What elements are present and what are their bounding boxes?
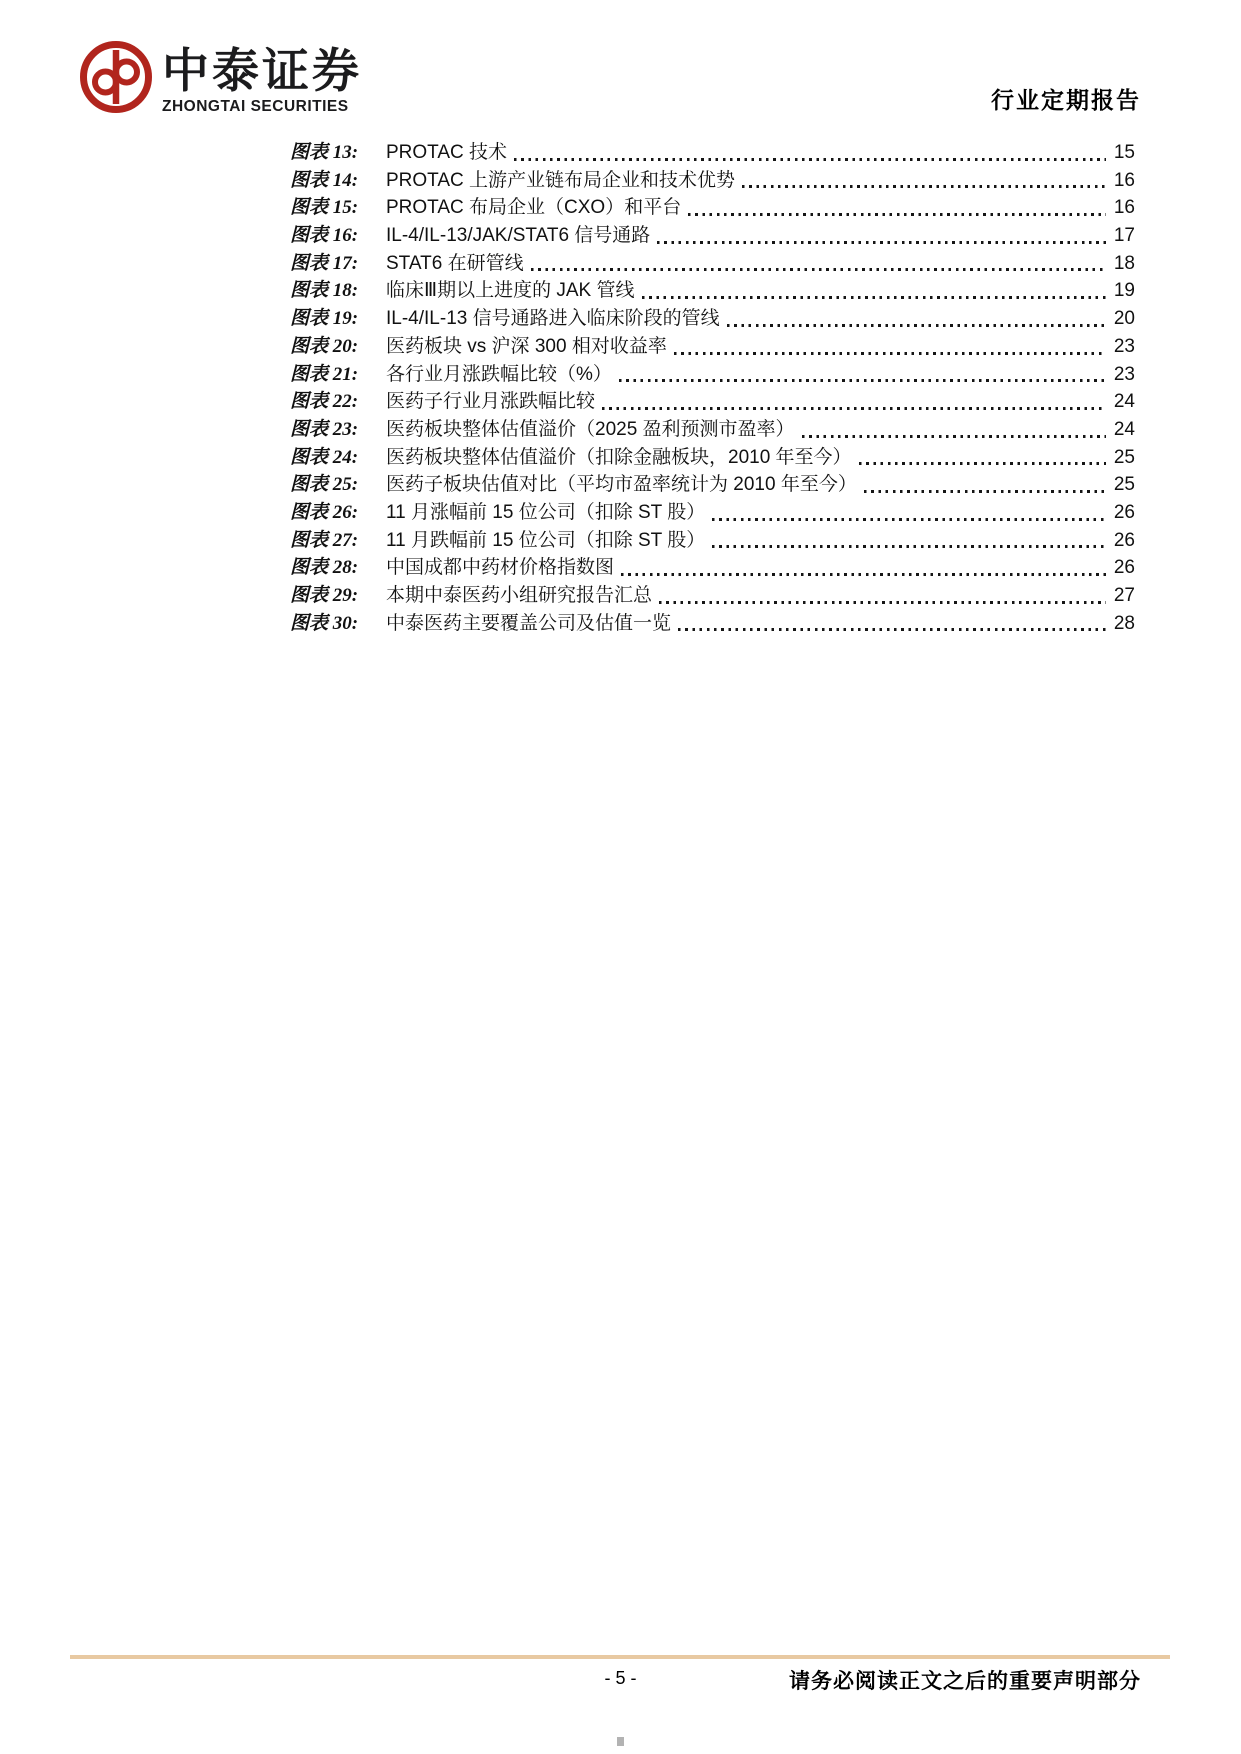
toc-entry-page-number: 18: [1113, 252, 1135, 274]
toc-entry-title: 医药子行业月涨跌幅比较: [386, 391, 596, 413]
toc-entry[interactable]: [290, 165, 1135, 193]
toc-entry-title: PROTAC 上游产业链布局企业和技术优势: [386, 169, 736, 191]
toc-entry[interactable]: [290, 275, 1135, 303]
toc-entry[interactable]: [290, 525, 1135, 553]
brand-name-cn: 中泰证券: [162, 44, 362, 97]
toc-dot-leader: [727, 324, 1106, 327]
toc-dot-leader: [642, 296, 1106, 299]
toc-entry-page-number: 19: [1113, 280, 1135, 302]
toc-entry-page-number: 17: [1113, 225, 1135, 247]
toc-entry[interactable]: [290, 386, 1135, 414]
toc-entry-title: 医药子板块估值对比（平均市盈率统计为 2010 年至今）: [386, 474, 857, 496]
toc-entry-label: 图表 26:: [290, 501, 359, 523]
toc-entry[interactable]: [290, 331, 1135, 359]
toc-entry-page-number: 24: [1113, 418, 1135, 440]
toc-entry[interactable]: [290, 469, 1135, 497]
figures-toc: [290, 137, 1135, 635]
toc-entry[interactable]: [290, 552, 1135, 580]
toc-entry-page-number: 24: [1113, 391, 1135, 413]
toc-entry-page-number: 23: [1113, 363, 1135, 385]
toc-dot-leader: [859, 462, 1106, 465]
toc-entry-label: 图表 18:: [290, 280, 359, 302]
toc-entry-page-number: 23: [1113, 335, 1135, 357]
toc-entry[interactable]: [290, 192, 1135, 220]
toc-entry-title: STAT6 在研管线: [386, 252, 524, 274]
toc-entry[interactable]: [290, 359, 1135, 387]
toc-entry-page-number: 20: [1113, 308, 1135, 330]
brand-logo: [78, 38, 362, 116]
toc-entry-label: 图表 24:: [290, 446, 359, 468]
toc-dot-leader: [602, 407, 1106, 410]
toc-entry-page-number: 15: [1113, 142, 1135, 163]
toc-entry-page-number: 26: [1113, 557, 1135, 579]
toc-entry-label: 图表 28:: [290, 557, 359, 579]
toc-dot-leader: [531, 268, 1106, 271]
toc-entry[interactable]: [290, 608, 1135, 636]
scan-artifact-dot: [617, 1737, 624, 1746]
toc-entry-label: 图表 25:: [290, 474, 359, 496]
toc-entry-label: 图表 30:: [290, 612, 359, 634]
toc-dot-leader: [621, 573, 1106, 576]
toc-entry-title: 临床Ⅲ期以上进度的 JAK 管线: [386, 280, 635, 302]
toc-entry-label: 图表 21:: [290, 363, 359, 385]
toc-dot-leader: [688, 213, 1106, 216]
zhongtai-emblem-icon: [78, 38, 154, 116]
brand-text: [162, 38, 362, 116]
toc-dot-leader: [659, 601, 1106, 604]
toc-entry-label: 图表 27:: [290, 529, 359, 551]
toc-entry-title: 各行业月涨跌幅比较（%）: [386, 363, 612, 385]
toc-entry-page-number: 16: [1113, 197, 1135, 219]
toc-entry-title: 11 月跌幅前 15 位公司（扣除 ST 股）: [386, 529, 706, 551]
toc-dot-leader: [712, 545, 1106, 548]
toc-entry[interactable]: [290, 442, 1135, 470]
toc-dot-leader: [678, 628, 1106, 631]
toc-entry-title: IL-4/IL-13 信号通路进入临床阶段的管线: [386, 308, 720, 330]
toc-entry-page-number: 28: [1113, 612, 1135, 634]
toc-dot-leader: [742, 185, 1106, 188]
toc-dot-leader: [657, 241, 1106, 244]
toc-entry-label: 图表 20:: [290, 335, 359, 357]
toc-entry-title: PROTAC 技术: [386, 142, 508, 163]
toc-entry-title: 医药板块整体估值溢价（扣除金融板块，2010 年至今）: [386, 446, 852, 468]
toc-entry-label: 图表 17:: [290, 252, 359, 274]
toc-entry-page-number: 26: [1113, 501, 1135, 523]
toc-dot-leader: [514, 158, 1106, 161]
toc-dot-leader: [864, 490, 1106, 493]
toc-entry-label: 图表 22:: [290, 391, 359, 413]
toc-dot-leader: [712, 518, 1106, 521]
toc-entry[interactable]: [290, 248, 1135, 276]
toc-entry[interactable]: [290, 137, 1135, 165]
toc-entry-title: 医药板块 vs 沪深 300 相对收益率: [386, 335, 667, 357]
toc-entry-title: PROTAC 布局企业（CXO）和平台: [386, 197, 682, 219]
toc-entry-page-number: 27: [1113, 585, 1135, 606]
toc-entry-title: 本期中泰医药小组研究报告汇总: [386, 585, 653, 606]
brand-name-en: ZHONGTAI SECURITIES: [162, 98, 349, 115]
toc-dot-leader: [802, 435, 1106, 438]
toc-entry-page-number: 26: [1113, 529, 1135, 551]
toc-dot-leader: [674, 352, 1106, 355]
toc-entry-title: 中泰医药主要覆盖公司及估值一览: [386, 612, 672, 634]
footer-divider: [70, 1655, 1170, 1659]
toc-entry[interactable]: [290, 497, 1135, 525]
toc-entry-title: IL-4/IL-13/JAK/STAT6 信号通路: [386, 225, 651, 247]
toc-entry[interactable]: [290, 220, 1135, 248]
toc-entry[interactable]: [290, 414, 1135, 442]
footer-disclaimer: 请务必阅读正文之后的重要声明部分: [789, 1669, 1141, 1693]
toc-entry-page-number: 25: [1113, 446, 1135, 468]
report-type-label: 行业定期报告: [991, 88, 1141, 113]
toc-entry[interactable]: [290, 303, 1135, 331]
toc-entry-label: 图表 15:: [290, 197, 359, 219]
toc-dot-leader: [619, 379, 1106, 382]
toc-entry-label: 图表 29:: [290, 585, 359, 606]
toc-entry-title: 医药板块整体估值溢价（2025 盈利预测市盈率）: [386, 418, 795, 440]
toc-entry-label: 图表 16:: [290, 225, 359, 247]
toc-entry-label: 图表 23:: [290, 418, 359, 440]
toc-entry[interactable]: [290, 580, 1135, 608]
footer-page-number: - 5 -: [604, 1668, 637, 1688]
toc-entry-page-number: 16: [1113, 169, 1135, 191]
toc-entry-page-number: 25: [1113, 474, 1135, 496]
toc-entry-label: 图表 13:: [290, 142, 359, 163]
toc-entry-label: 图表 14:: [290, 169, 359, 191]
toc-entry-title: 11 月涨幅前 15 位公司（扣除 ST 股）: [386, 501, 706, 523]
toc-entry-title: 中国成都中药材价格指数图: [386, 557, 615, 579]
toc-entry-label: 图表 19:: [290, 308, 359, 330]
